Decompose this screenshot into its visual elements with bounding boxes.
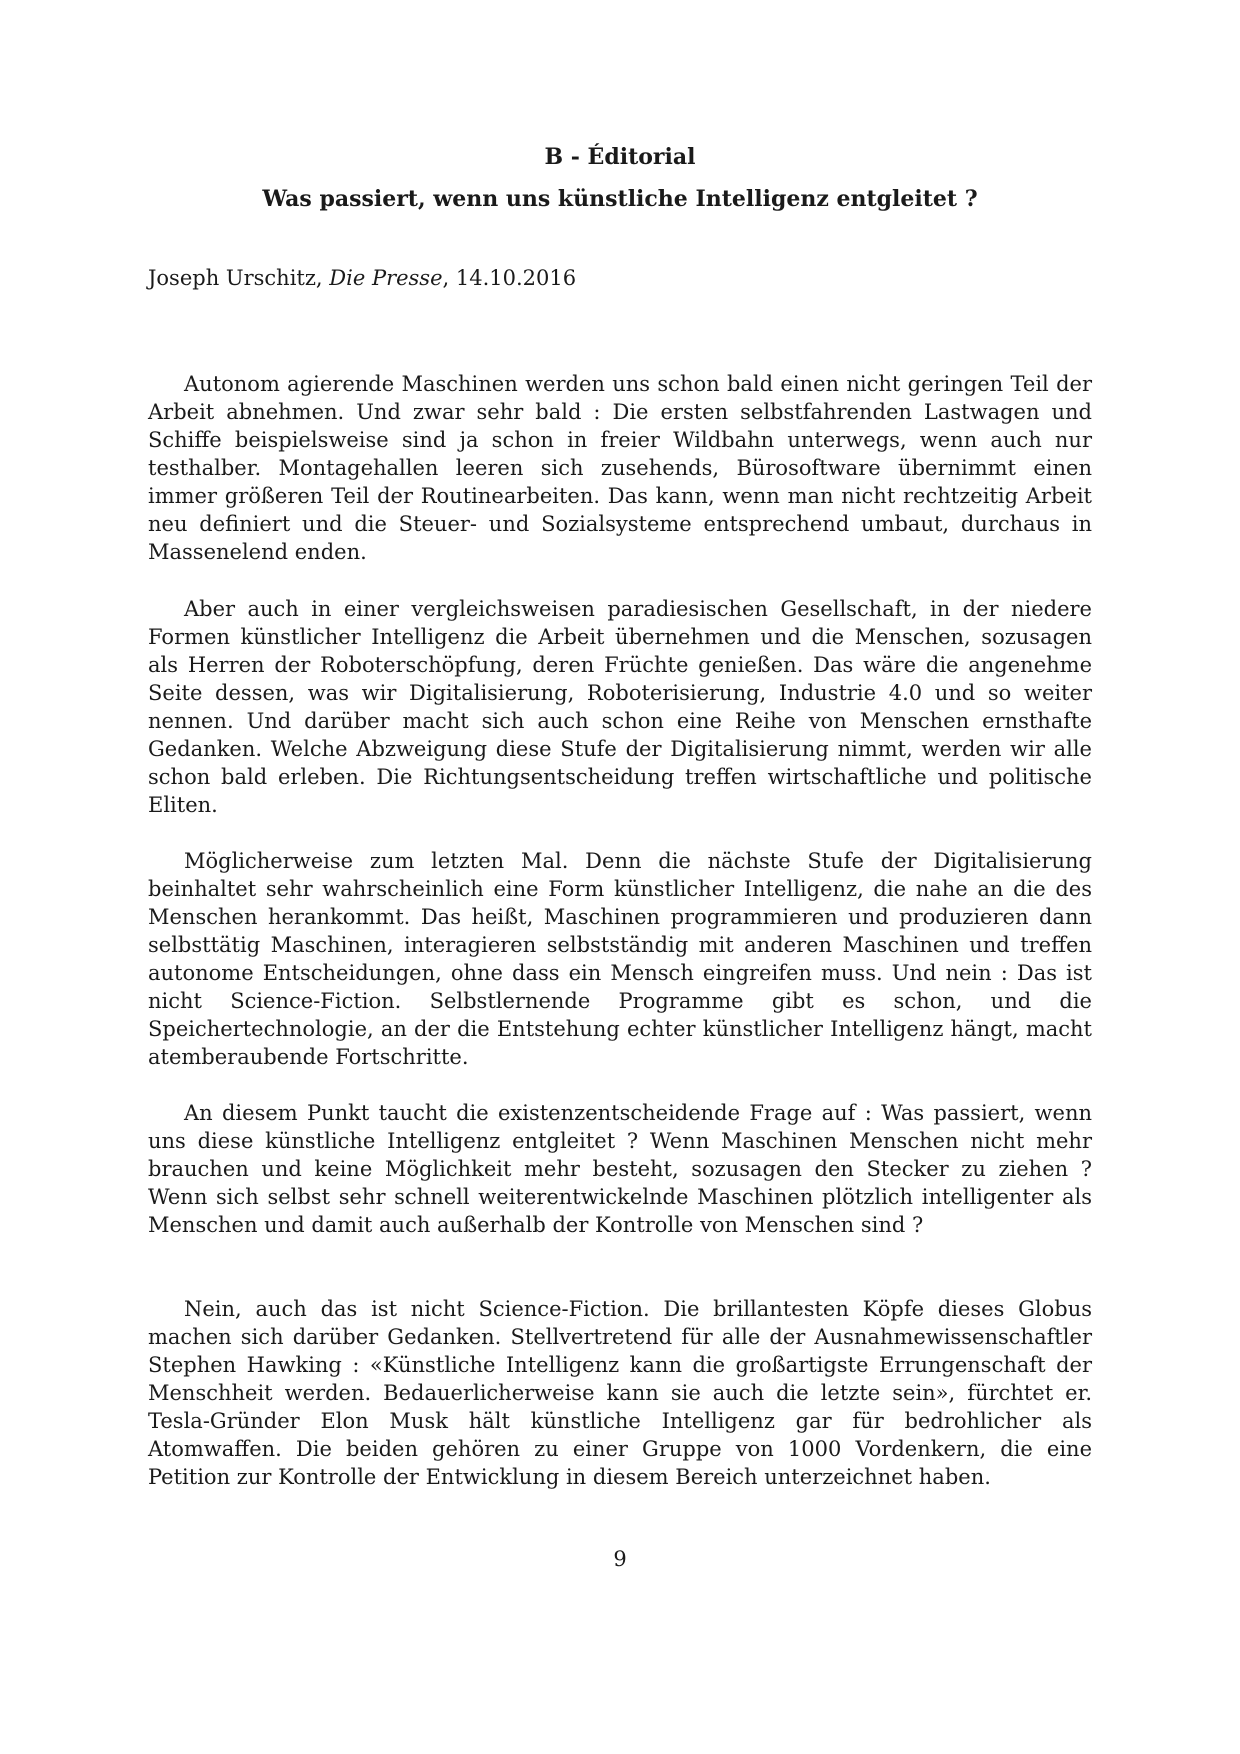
paragraph-1: Autonom agierende Maschinen werden uns schon bald einen nicht geringen Teil der Arbeit abnehmen. Und zwar sehr bald : Die ersten selbstfahrenden Lastwagen und Schiffe beispielsweise sind ja schon in freier Wildbahn unterwegs, wenn auch nur testhalber. Montagehallen leeren sich zusehends, Bürosoftware übernimmt einen immer größeren Teil der Routinearbeiten. Das kann, wenn man nicht rechtzeitig Arbeit neu definiert und die Steuer- und Sozialsysteme entsprechend umbaut, durchaus in Massenelend enden. [148, 372, 1092, 564]
paragraph-5: Nein, auch das ist nicht Science-Fiction. Die brillantesten Köpfe dieses Globus machen sich darüber Gedanken. Stellvertretend für alle der Ausnahmewissenschaftler Stephen Hawking : «Künstliche Intelligenz kann die großartigste Errungenschaft der Menschheit werden. Bedauerlicherweise kann sie auch die letzte sein», fürchtet er. Tesla-Gründer Elon Musk hält künstliche Intelligenz gar für bedrohlicher als Atomwaffen. Die beiden gehören zu einer Gruppe von 1000 Vordenkern, die eine Petition zur Kontrolle der Entwicklung in diesem Bereich unterzeichnet haben. [148, 1297, 1092, 1489]
byline-date: , 14.10.2016 [442, 266, 577, 290]
paragraph-2: Aber auch in einer vergleichsweisen paradiesischen Gesellschaft, in der niedere Formen künstlicher Intelligenz die Arbeit übernehmen und die Menschen, sozusagen als Herren der Roboterschöpfung, deren Früchte genießen. Das wäre die angenehme Seite dessen, was wir Digitalisierung, Roboterisierung, Industrie 4.0 und so weiter nennen. Und darüber macht sich auch schon eine Reihe von Menschen ernsthafte Gedanken. Welche Abzweigung diese Stufe der Digitalisierung nimmt, werden wir alle schon bald erleben. Die Richtungsentscheidung treffen wirtschaftliche und politische Eliten. [148, 597, 1092, 817]
byline-author: Joseph Urschitz, [148, 266, 330, 290]
section-title: B - Éditorial [544, 144, 696, 170]
article-title: Was passiert, wenn uns künstliche Intelligenz entgleitet ? [262, 186, 978, 212]
page-number: 9 [613, 1547, 627, 1571]
paragraph-4: An diesem Punkt taucht die existenzentscheidende Frage auf : Was passiert, wenn uns diese künstliche Intelligenz entgleitet ? Wenn Maschinen Menschen nicht mehr brauchen und keine Möglichkeit mehr besteht, sozusagen den Stecker zu ziehen ? Wenn sich selbst sehr schnell weiterentwickelnde Maschinen plötzlich intelligenter als Menschen und damit auch außerhalb der Kontrolle von Menschen sind ? [148, 1101, 1092, 1237]
document-page [148, 0, 1092, 1754]
byline-source: Die Presse [329, 266, 443, 290]
byline [148, 264, 576, 292]
paragraph-3: Möglicherweise zum letzten Mal. Denn die nächste Stufe der Digitalisierung beinhaltet sehr wahrscheinlich eine Form künstlicher Intelligenz, die nahe an die des Menschen herankommt. Das heißt, Maschinen programmieren und produzieren dann selbsttätig Maschinen, interagieren selbstständig mit anderen Maschinen und treffen autonome Entscheidungen, ohne dass ein Mensch eingreifen muss. Und nein : Das ist nicht Science-Fiction. Selbstlernende Programme gibt es schon, und die Speichertechnologie, an der die Entstehung echter künstlicher Intelligenz hängt, macht atemberaubende Fortschritte. [148, 849, 1092, 1069]
